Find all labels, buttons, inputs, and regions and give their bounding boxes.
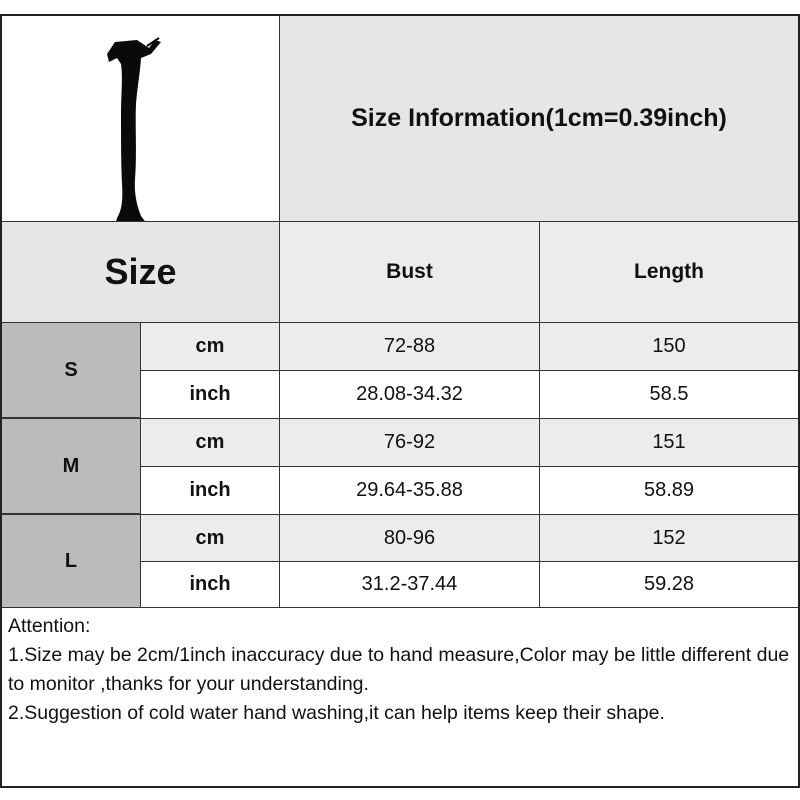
length-value-text: 59.28 xyxy=(643,573,695,595)
length-header xyxy=(539,221,800,323)
bust-value-text: 29.64-35.88 xyxy=(356,479,463,501)
size-label-text: M xyxy=(62,454,80,477)
size-label-m xyxy=(0,418,141,514)
unit-cell xyxy=(140,561,280,608)
notes-line-1: 1.Size may be 2cm/1inch inaccuracy due to hand measure,Color may be little different due to monitor ,thanks for your understanding. xyxy=(8,644,790,695)
product-photo xyxy=(37,34,247,234)
bust-value xyxy=(279,370,540,419)
size-header-label: Size xyxy=(104,251,177,292)
unit-cell xyxy=(140,466,280,515)
bust-value-text: 28.08-34.32 xyxy=(356,383,463,405)
length-value xyxy=(539,418,800,467)
page-title: Size Information(1cm=0.39inch) xyxy=(351,104,727,132)
size-label-text: S xyxy=(64,358,78,381)
bust-header-label: Bust xyxy=(386,260,433,283)
length-value xyxy=(539,561,800,608)
unit-label: cm xyxy=(195,431,225,453)
unit-label: inch xyxy=(189,479,231,501)
unit-cell xyxy=(140,370,280,419)
bust-value xyxy=(279,466,540,515)
length-value-text: 151 xyxy=(652,431,686,453)
bust-value xyxy=(279,561,540,608)
unit-label: cm xyxy=(195,335,225,357)
notes-heading: Attention: xyxy=(8,615,91,637)
bust-value-text: 80-96 xyxy=(383,526,436,549)
unit-label: inch xyxy=(189,383,231,405)
length-value xyxy=(539,466,800,515)
bust-value-text: 72-88 xyxy=(383,335,436,357)
unit-cell xyxy=(140,418,280,467)
title-cell xyxy=(279,14,800,222)
size-label-text: L xyxy=(64,549,78,572)
length-value xyxy=(539,514,800,562)
bust-value-text: 76-92 xyxy=(383,431,436,453)
product-photo-cell xyxy=(0,14,280,222)
unit-label: inch xyxy=(189,573,231,595)
length-value-text: 58.89 xyxy=(643,479,695,501)
bust-header xyxy=(279,221,540,323)
size-label-l xyxy=(0,514,141,608)
dress-icon xyxy=(37,34,247,234)
unit-label: cm xyxy=(195,526,225,549)
length-value-text: 150 xyxy=(652,335,686,357)
length-value xyxy=(539,322,800,371)
size-header xyxy=(0,221,280,323)
size-label-s xyxy=(0,322,141,418)
length-header-label: Length xyxy=(634,260,704,283)
attention-notes xyxy=(0,607,800,788)
bust-value xyxy=(279,322,540,371)
unit-cell xyxy=(140,514,280,562)
length-value-text: 152 xyxy=(652,526,686,549)
bust-value xyxy=(279,418,540,467)
length-value-text: 58.5 xyxy=(649,383,689,405)
bust-value xyxy=(279,514,540,562)
notes-line-2: 2.Suggestion of cold water hand washing,it can help items keep their shape. xyxy=(8,702,665,724)
unit-cell xyxy=(140,322,280,371)
length-value xyxy=(539,370,800,419)
bust-value-text: 31.2-37.44 xyxy=(361,573,458,595)
